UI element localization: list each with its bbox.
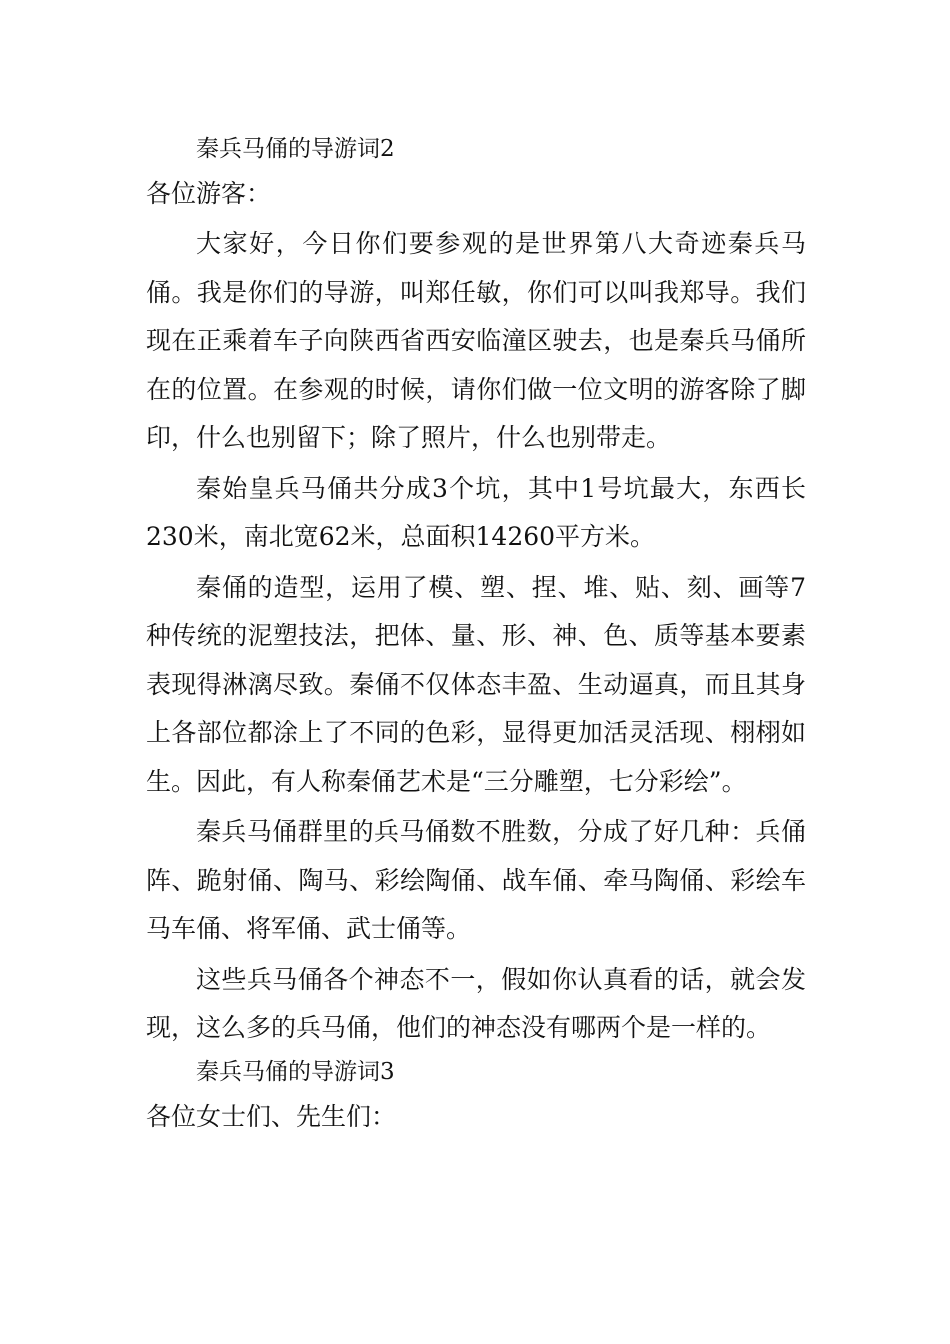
document-page — [146, 128, 806, 1143]
salutation-3: 各位女士们、先生们： — [146, 1101, 397, 1131]
paragraph-craft: 秦俑的造型，运用了模、塑、捏、堆、贴、刻、画等7种传统的泥塑技法，把体、量、形、神、色、质等基本要素表现得淋漓尽致。秦俑不仅体态丰盈、生动逼真，而且其身上各部位都涂上了不同的色彩，显得更加活灵活现、栩栩如生。因此，有人称秦俑艺术是“三分雕塑，七分彩绘”。 — [146, 572, 806, 796]
salutation: 各位游客： — [146, 179, 272, 208]
section-heading-3: 秦兵马俑的导游词3 — [196, 1058, 395, 1085]
paragraph-types: 秦兵马俑群里的兵马俑数不胜数，分成了好几种：兵俑阵、跪射俑、陶马、彩绘陶俑、战车俑、牵马陶俑、彩绘车马车俑、将军俑、武士俑等。 — [146, 817, 806, 943]
paragraph-intro: 大家好，今日你们要参观的是世界第八大奇迹秦兵马俑。我是你们的导游，叫郑任敏，你们可以叫我郑导。我们现在正乘着车子向陕西省西安临潼区驶去，也是秦兵马俑所在的位置。在参观的时候，请你们做一位文明的游客除了脚印，什么也别留下；除了照片，什么也别带走。 — [146, 229, 806, 452]
section-heading: 秦兵马俑的导游词2 — [196, 136, 395, 162]
paragraph-expressions: 这些兵马俑各个神态不一，假如你认真看的话，就会发现，这么多的兵马俑，他们的神态没有哪两个是一样的。 — [146, 964, 806, 1042]
paragraph-pits: 秦始皇兵马俑共分成3个坑，其中1号坑最大，东西长230米，南北宽62米，总面积14260平方米。 — [146, 473, 806, 551]
